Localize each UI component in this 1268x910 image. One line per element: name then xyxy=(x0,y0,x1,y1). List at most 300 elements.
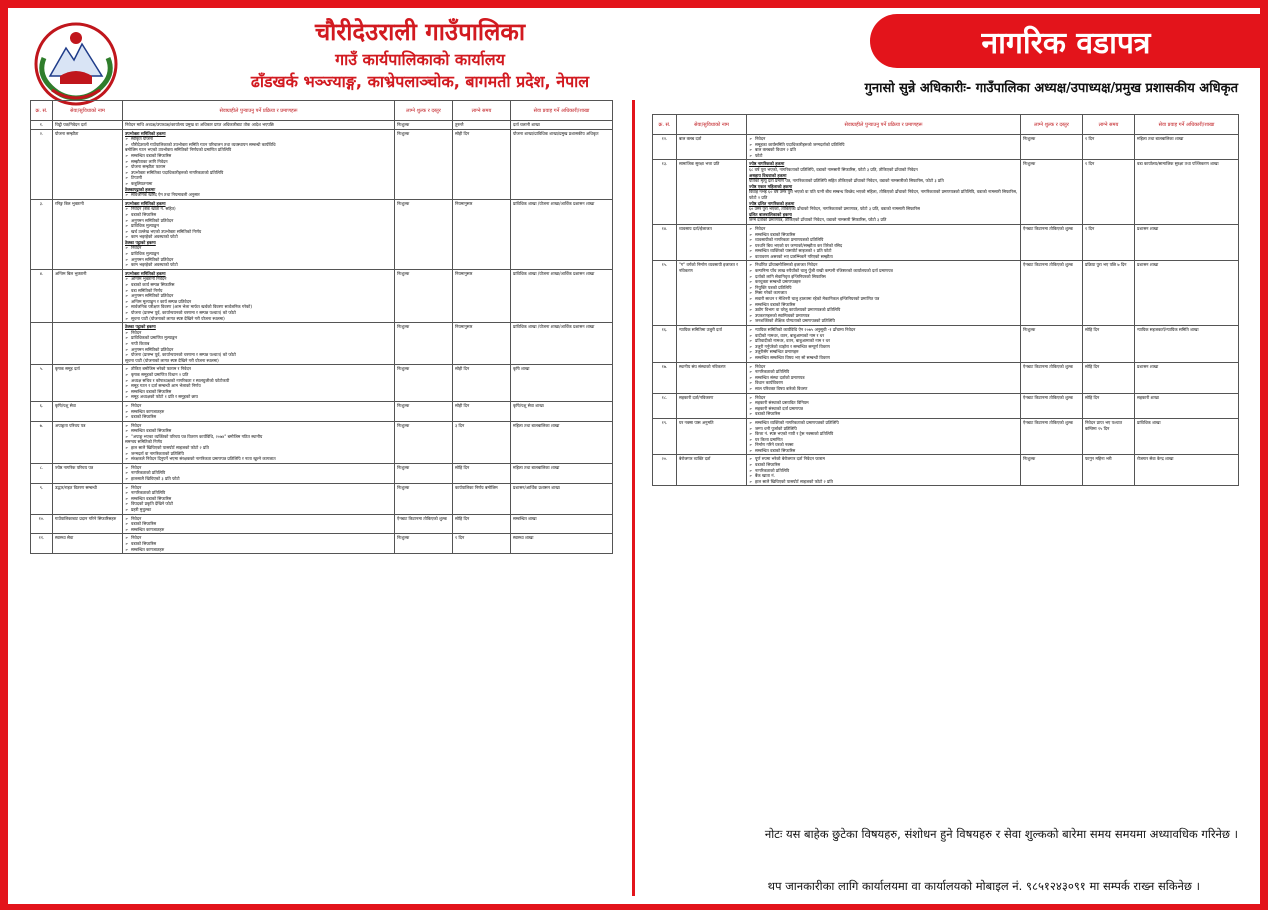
col-header-office: सेवा प्रवाह गर्ने अधिकारी/शाखा xyxy=(511,101,613,121)
process-cell xyxy=(123,365,395,402)
process-step: ➢ निवेदन xyxy=(125,465,392,471)
time-cell: सोहि दिन xyxy=(1083,326,1135,363)
process-step: ➢ फोटो xyxy=(749,153,1018,159)
process-cell xyxy=(747,418,1021,455)
table-row xyxy=(31,534,613,554)
process-step: समन्वय समितिको निर्णय xyxy=(125,439,163,445)
process-step: ➢ निवेदन xyxy=(749,364,1018,370)
fee-cell: निःशुल्क xyxy=(395,421,453,463)
process-step: ➢ जन्मदर्ता वा नागरिकताको प्रतिलिपि xyxy=(125,451,392,457)
time-cell: नियमानुसार xyxy=(453,269,511,322)
process-step: ➢ मिसा गरेको कागजात xyxy=(749,290,1018,296)
process-step: ➢ सम्बन्धित व्यक्तिको पासपोर्ट साइजको २ प्रति फोटो xyxy=(749,248,1018,254)
process-step: ➢ निवेदन xyxy=(125,423,392,429)
frame-top-border xyxy=(0,0,1268,8)
process-step: ➢ प्रतिवादीको नामथर, वतन, बाबुआमाको नाम र थर xyxy=(749,338,1018,344)
process-step: ➢ वडाको सिफारिस xyxy=(749,411,1018,417)
process-step: ➢ वडाको सिफारिस xyxy=(125,212,392,218)
table-row xyxy=(31,121,613,130)
fee-cell: निःशुल्क xyxy=(395,129,453,199)
process-step: ➢ उद्योग विभाग वा घरेलु कार्यालयको प्रमाणपत्रको प्रतिलिपि xyxy=(749,307,1018,313)
process-cell xyxy=(747,160,1021,225)
process-cell xyxy=(123,514,395,534)
fee-cell: निःशुल्क xyxy=(1021,326,1083,363)
time-cell: कार्यपालिका निर्णय बमोजिम xyxy=(453,483,511,514)
process-step: ➢ नियुक्ति पत्रको प्रतिलिपि xyxy=(749,285,1018,291)
process-step: ➢ अध्यक्ष सचिव र कोषाध्यक्षको नागरिकता र स्वलघुजीको फोटोकपी xyxy=(125,378,392,384)
process-subheading: उपभोक्ता समितिको हकमा xyxy=(125,130,166,136)
table-row xyxy=(31,199,613,269)
process-cell xyxy=(123,129,395,199)
time-cell: १ दिन xyxy=(1083,135,1135,160)
time-cell: सोहि दिन xyxy=(453,463,511,483)
service-name: कृषि/पशु सेवा xyxy=(53,401,123,421)
service-name: चिट्ठी पत्र/निवेदन दर्ता xyxy=(53,121,123,130)
process-step: ➢ अनुगमन समितिको प्रतिवेदन xyxy=(125,218,392,224)
process-step: ➢ निवेदन xyxy=(125,403,392,409)
table-row xyxy=(31,401,613,421)
process-step: जन्म दर्ताको प्रमाणपत्र, तोकिएको ढाँचाको निवेदन, वडाको नामसारी सिफारिस, फोटो ३ प्रति xyxy=(749,217,887,223)
process-step: ➢ वातावरण असरको भए प्रारम्भिकनै गरिएको सम्झौता xyxy=(749,254,1018,260)
row-serial xyxy=(31,323,53,365)
service-name: कृषक समूह दर्ता xyxy=(53,365,123,402)
col-header-time: लाग्ने समय xyxy=(1083,115,1135,135)
office-cell: सहकारी शाखा xyxy=(1135,393,1239,418)
process-step: ➢ निवेदन xyxy=(125,330,392,336)
fee-cell: ऐनबाट किटानमा तोकिएको शुल्क xyxy=(1021,224,1083,261)
process-step: ➢ "अपाङ्ग भएका व्यक्तिको परिचय पत्र वितरण कार्यविधि, २०७४" बमोजिम गठित स्थानीय xyxy=(125,434,392,440)
process-step: ➢ कम्पनिमा पाँच लाख रुपैयाँको चालु पुँजी राखी कम्पनी रजिष्टारको कार्यालयको दर्ता प्रमाणपत्र xyxy=(749,268,1018,274)
office-cell: प्राविधिक शाखा /योजना शाखा/आर्थिक प्रशासन शाखा xyxy=(511,323,613,365)
table-row xyxy=(653,135,1239,160)
row-serial: ९. xyxy=(31,483,53,514)
process-cell xyxy=(123,121,395,130)
process-step: ➢ सम्बन्धित वडाको सिफारिस xyxy=(749,232,1018,238)
process-step: ➢ वडाको सिफारिस xyxy=(125,541,392,547)
row-serial: १८. xyxy=(653,393,677,418)
service-name: सहकारी दर्ता/नविकरण xyxy=(677,393,747,418)
process-step: ➢ काम भइरहेको अवस्थाको फोटो xyxy=(125,262,392,268)
time-cell: १ दिन xyxy=(1083,160,1135,225)
table-row xyxy=(31,323,613,365)
process-step: ➢ उपभोक्ता समितिका पदाधिकारीहरुको नागरिकताको प्रतिलिपि xyxy=(125,170,392,176)
time-cell: तुरुन्तै xyxy=(453,121,511,130)
service-name: स्थानीय संघ संस्थाको नविकरण xyxy=(677,362,747,393)
col-header-process: सेवाग्राहीले पुऱ्याउनु पर्ने प्रक्रिया र प्रमाणहरू xyxy=(747,115,1021,135)
row-serial: १. xyxy=(31,121,53,130)
row-serial: ६. xyxy=(31,401,53,421)
table-row xyxy=(653,160,1239,225)
process-step: ➢ कबुलियतनामा xyxy=(125,181,392,187)
process-step: ➢ वादीको नामथर, वतन, बाबुआमाको नाम र थर xyxy=(749,333,1018,339)
process-cell xyxy=(747,135,1021,160)
process-step: ➢ वडा समितिको निर्णय xyxy=(125,288,392,294)
table-header xyxy=(31,101,613,121)
fee-cell: निःशुल्क xyxy=(395,463,453,483)
process-step: ➢ सम्बन्धित वडाको सिफारिस xyxy=(125,389,392,395)
service-name: ज्येष्ठ नागरिक परिचय पत्र xyxy=(53,463,123,483)
service-name: घर नक्सा पास अनुमति xyxy=(677,418,747,455)
process-step: ➢ अनुगमन समितिको प्रतिवेदन xyxy=(125,257,392,263)
process-step: ➢ अन्तिम मूल्याङ्कन र कार्य सम्पन्न प्रतिवेदन xyxy=(125,299,392,305)
process-subheading: ज्येष्ठ नागरिकको हकमा xyxy=(749,161,785,167)
col-header-time: लाग्ने समय xyxy=(453,101,511,121)
office-cell: रोजगार सेवा केन्द्र शाखा xyxy=(1135,455,1239,486)
fee-cell: ऐनबाट किटानमा तोकिएको शुल्क xyxy=(395,514,453,534)
office-cell: स्वास्थ्य शाखा xyxy=(511,534,613,554)
process-cell xyxy=(123,199,395,269)
row-serial: १३. xyxy=(653,160,677,225)
process-step: ➢ सवारी साधन र मेशिनरी चालु हालतमा रहेको मेकानिकल इन्जिनियरको प्रमाणित पत्र xyxy=(749,296,1018,302)
fee-cell: निःशुल्क xyxy=(1021,455,1083,486)
process-step: ➢ वडाको सिफारिस xyxy=(125,414,392,420)
process-step: ➢ नागरिकताको प्रतिलिपि xyxy=(749,369,1018,375)
process-step: ➢ अनुगमन समितिको प्रतिवेदन xyxy=(125,347,392,353)
row-serial: ३. xyxy=(31,199,53,269)
nepal-emblem-logo xyxy=(30,18,122,106)
office-cell: प्राविधिक शाखा /योजना शाखा/आर्थिक प्रशासन शाखा xyxy=(511,199,613,269)
process-step: ➢ वडाको सिफारिस xyxy=(749,462,1018,468)
process-step: ➢ हाल सालै खिचिएको पासपोर्ट साइजको फोटो २ प्रति xyxy=(749,479,1018,485)
service-name: "ग" वर्गको निर्माण व्यवसायी इजाजत र नविकरण xyxy=(677,261,747,326)
process-step: ➢ स्वीकृत योजना xyxy=(125,136,392,142)
process-cell xyxy=(123,323,395,365)
frame-left-border xyxy=(0,0,8,910)
row-serial: ११. xyxy=(31,534,53,554)
process-step: ➢ योजना सम्झौता फाराम xyxy=(125,164,392,170)
process-step: ➢ सम्बन्धित कागजातहरु xyxy=(125,527,392,533)
process-step: ➢ समूह गठन र दर्ता सम्बन्धी आम भेलाको निर्णय xyxy=(125,383,392,389)
office-cell: वडा कार्यालय/सामाजिक सुरक्षा तथा पञ्जिकरण शाखा xyxy=(1135,160,1239,225)
office-cell: प्रशासन शाखा xyxy=(1135,261,1239,326)
services-table-right xyxy=(652,114,1239,486)
office-cell: प्राविधिक शाखा /योजना शाखा/आर्थिक प्रशासन शाखा xyxy=(511,269,613,322)
process-step: ➢ नागरिकताको प्रतिलिपि xyxy=(125,490,392,496)
fee-cell: निःशुल्क xyxy=(395,534,453,554)
fee-cell: ऐनबाट किटानमा तोकिएको शुल्क xyxy=(1021,393,1083,418)
service-name: गाउँपालिकाबाट प्रदान गरिने सिफारिसहरु xyxy=(53,514,123,534)
service-name: व्यवसाय दर्ता/ईजाजत xyxy=(677,224,747,261)
row-serial: ७. xyxy=(31,421,53,463)
process-step: ➢ व्यवसायीको नागरिकता प्रमाणपत्रको प्रतिलिपि xyxy=(749,237,1018,243)
fee-cell: निःशुल्क xyxy=(395,269,453,322)
row-serial: १६. xyxy=(653,326,677,363)
office-cell: न्यायिक सहजकर्ता/न्यायिक समिति शाखा xyxy=(1135,326,1239,363)
process-step: ➢ विधान कार्यविवरण xyxy=(749,380,1018,386)
process-step: ➢ नागरिकताको प्रतिलिपि xyxy=(125,470,392,476)
process-step: ➢ हालसालै खिचिएको ३ प्रति फोटो xyxy=(125,476,392,482)
row-serial: ४. xyxy=(31,269,53,322)
process-step: ➢ सम्बन्धित कागजातहरु xyxy=(125,409,392,415)
process-step: ➢ सहकारी संस्थाको दर्ता प्रमाणपत्र xyxy=(749,406,1018,412)
col-header-service: सेवा/सुविधाको नाम xyxy=(53,101,123,121)
process-step: ➢ अन्तिम भुक्तानी निवेदन xyxy=(125,276,392,282)
col-header-sn: क्र. सं. xyxy=(653,115,677,135)
table-header xyxy=(653,115,1239,135)
office-cell: महिला तथा बालबालिका शाखा xyxy=(511,421,613,463)
time-cell: सोही दिन xyxy=(453,365,511,402)
process-step: ➢ घरधनि बिच भएको घर जग्गाको/सम्झौता कर तिरेको रसिद xyxy=(749,243,1018,249)
office-address: ढाँडखर्क भञ्ज्याङ्ग, काभ्रेपलाञ्चोक, बागमती प्रदेश, नेपाल xyxy=(250,72,590,91)
process-step: निवेदन माथि अध्यक्ष/उपाध्यक्ष/कार्यालय प्रमुख वा अधिकार प्राप्त अधिकारीबाट तोक आदेश भएपछि xyxy=(125,122,274,127)
process-subheading: ठेक्का पट्टाको हकमा xyxy=(125,239,156,245)
process-step: ➢ निर्माण गरिने घरको नक्सा xyxy=(749,442,1018,448)
process-step: ➢ विपदको प्रकृति देखिने फोटो xyxy=(125,501,392,507)
process-subheading: ज्येष्ठ एकल महिलाको हकमा xyxy=(749,183,793,189)
process-step: ➢ योजना (प्रारम्भ पूर्व, कार्यान्वयनको चरणमा र सम्पन्न पश्चात) को फोटो xyxy=(125,352,392,358)
process-step: ➢ उपकरणहरुको स्वामित्वको प्रमाणपत्र xyxy=(749,313,1018,319)
office-subtitle: गाउँ कार्यपालिकाको कार्यालय xyxy=(335,50,505,69)
process-step: ➢ जनशक्तिको शैक्षिक योग्यताको प्रमाणपत्रको प्रतिलिपि xyxy=(749,318,1018,324)
process-step: ➢ सम्बन्धित वडाको सिफारिस xyxy=(749,448,1018,454)
process-step: ➢ सम्बन्धित व्यक्तिको नागरिकताको प्रमाणपत्रको प्रतिलिपि xyxy=(749,420,1018,426)
column-divider xyxy=(632,100,635,896)
process-step: बमोजिम गठन भएको उपभोक्ता समितिको निर्णयको प्रमाणित प्रतिलिपि xyxy=(125,147,232,153)
fee-cell: निःशुल्क xyxy=(395,401,453,421)
process-step: ➢ निवेदन xyxy=(125,516,392,522)
table-row xyxy=(31,483,613,514)
process-step: ➢ संरक्षकले निवेदन दिनुपर्ने भएमा संरक्षकको नागरिकता प्रमाणपत्र प्रतिलिपि र नाता खुल्ने कागजात xyxy=(125,456,392,462)
time-cell: १ दिन xyxy=(1083,224,1135,261)
process-step: ➢ प्रहरी मुचुल्का xyxy=(125,507,392,513)
process-step: ➢ सम्बन्धित कागजातहरु xyxy=(125,547,392,553)
process-cell xyxy=(123,421,395,463)
process-step: ➢ उजुरी गर्नुपरेको व्यहोरा र सम्बन्धित सम्पूर्ण विवरण xyxy=(749,344,1018,350)
col-header-fee: लाग्ने शुल्क र दस्तुर xyxy=(1021,115,1083,135)
process-step: ➢ काम भइरहेको अवस्थाको फोटो xyxy=(125,234,392,240)
frame-right-border xyxy=(1260,0,1268,910)
process-step: ➢ खर्च उल्लेख भएको उपभोक्ता समितिको निर्णय xyxy=(125,229,392,235)
row-serial: १२. xyxy=(653,135,677,160)
process-step: ➢ सम्बन्धित वडाको सिफारिस xyxy=(749,302,1018,308)
time-cell: ३ दिन xyxy=(453,421,511,463)
table-body xyxy=(653,135,1239,486)
process-step: ➢ सम्झौताका लागि निवेदन xyxy=(125,159,392,165)
process-step: ➢ घर कित्ता प्रमाणित xyxy=(749,437,1018,443)
process-step: ➢ निवेदन xyxy=(749,395,1018,401)
office-cell: दर्ता चलानी शाखा xyxy=(511,121,613,130)
row-serial: १४. xyxy=(653,224,677,261)
process-cell xyxy=(747,393,1021,418)
process-step: ➢ निवेदन xyxy=(125,485,392,491)
fee-cell: निःशुल्क xyxy=(1021,135,1083,160)
fee-cell: निःशुल्क xyxy=(395,121,453,130)
process-step: ➢ न्यायिक समितिको कार्यविधि ऐन २०७५ अनुसूची -१ ढाँचामा निवेदन xyxy=(749,327,1018,333)
process-cell xyxy=(123,463,395,483)
process-step: ➢ कृषक समूहको प्रमाणित विधान २ प्रति xyxy=(125,372,392,378)
col-header-process: सेवाग्राहीले पुऱ्याउनु पर्ने प्रक्रिया र प्रमाणहरू xyxy=(123,101,395,121)
process-cell xyxy=(747,261,1021,326)
process-step: ➢ योजना (प्रारम्भ पूर्व, कार्यान्वयनको चरणमा र सम्पन्न पश्चात) को फोटो xyxy=(125,310,392,316)
time-cell: नियमानुसार xyxy=(453,323,511,365)
office-cell: प्राविधिक शाखा xyxy=(1135,418,1239,455)
office-cell: प्रशासन शाखा xyxy=(1135,362,1239,393)
process-cell xyxy=(747,224,1021,261)
process-cell xyxy=(747,362,1021,393)
process-step: ➢ नागरिकताको प्रतिलिपि xyxy=(749,468,1018,474)
process-step: ➢ सम्बन्धित वडाको सिफारिस xyxy=(125,153,392,159)
row-serial: २. xyxy=(31,129,53,199)
process-step: ➢ दर्ताको लागि सेवानिवृत्त इन्जिनियरको सिफारिस xyxy=(749,274,1018,280)
time-cell: सोहि दिन xyxy=(1083,393,1135,418)
process-step: ➢ सहकारी संस्थाको प्रस्तावित विनियम xyxy=(749,400,1018,406)
process-cell xyxy=(123,401,395,421)
office-cell: महिला तथा बालबालिका शाखा xyxy=(1135,135,1239,160)
process-step: ➢ सम्बन्धित वडाको सिफारिस xyxy=(125,496,392,502)
process-step: ➢ कित्ता नं. स्पष्ट भएको नापी र ट्रेस नक्साको प्रतिलिपि xyxy=(749,431,1018,437)
col-header-sn: क्र. सं. xyxy=(31,101,53,121)
table-body xyxy=(31,121,613,554)
process-step: ➢ प्राविधिक मुल्याङ्कन xyxy=(125,223,392,229)
office-cell: सम्बन्धित शाखा xyxy=(511,514,613,534)
table-row xyxy=(653,418,1239,455)
time-cell: सोहि दिन xyxy=(1083,362,1135,393)
process-subheading: ज्येष्ठ दलित नागरिकको हकमा xyxy=(749,200,795,206)
process-cell xyxy=(123,534,395,554)
office-cell: कृषि शाखा xyxy=(511,365,613,402)
process-step: ➢ निवेदन (बैंक खाता नं. सहित) xyxy=(125,206,392,212)
footer-note: नोटः यस बाहेक छुटेका विषयहरु, संशोधन हुने विषयहरु र सेवा शुल्कको बारेमा समय समयमा अध्यावधिक गरिनेछ । xyxy=(764,827,1238,841)
col-header-service: सेवा/सुविधाको नाम xyxy=(677,115,747,135)
service-name: उद्धार/राहत वितरण सम्बन्धी xyxy=(53,483,123,514)
process-step: ➢ वडाको कार्य सम्पन्न सिफारिस xyxy=(125,282,392,288)
process-subheading: दलित बालबालिकाको हकमा xyxy=(749,211,792,217)
time-cell: नियमानुसार xyxy=(453,199,511,269)
service-name: अन्तिम बिल भुक्तानी xyxy=(53,269,123,322)
frame-bottom-border xyxy=(0,904,1268,910)
service-name: बेरोजगार व्यक्ति दर्ता xyxy=(677,455,747,486)
process-step: सूचना पाटी (योजनाको लागत स्पष्ट देखिने गरी योजना स्थलमा) xyxy=(125,357,219,363)
process-step: विवाह नभई ६० वर्ष उमेर पुरा भएको वा पति पत्नी बीच सम्बन्ध विच्छेद भएको महिला, तोकिएको ढाँचाको निवेदन, नागरिकताको प्रमाणपत्रको प्रतिलिपि, वडाको नामसारी सिफारिस, फोटो २ प्रति xyxy=(749,189,1018,200)
row-serial: ५. xyxy=(31,365,53,402)
process-step: ➢ सार्वजनिक खरिद ऐन तथा नियमावली अनुसार xyxy=(125,192,392,198)
fee-cell: निःशुल्क xyxy=(395,199,453,269)
table-row xyxy=(31,269,613,322)
service-name: योजना सम्झौता xyxy=(53,129,123,199)
process-step: ➢ निवेदन xyxy=(749,226,1018,232)
process-step: ➢ बैंक खाता नं. xyxy=(749,473,1018,479)
process-step: ➢ सम्बन्धित सम्बन्धित विषय भए सो सम्बन्धी विवरण xyxy=(749,355,1018,361)
fee-cell: ऐनबाट किटानमा तोकिएको शुल्क xyxy=(1021,362,1083,393)
process-step: ➢ निवेदन xyxy=(125,245,392,251)
process-step: ➢ निवेदन xyxy=(749,136,1018,142)
process-cell xyxy=(123,269,395,322)
row-serial: ८. xyxy=(31,463,53,483)
citizen-charter-banner: नागरिक वडापत्र xyxy=(870,14,1262,68)
table-row xyxy=(31,129,613,199)
process-step: ➢ सम्बन्धित वडाको सिफारिस xyxy=(125,428,392,434)
process-step: ➢ साल परिवक्त विषय बारेको विवरण xyxy=(749,386,1018,392)
time-cell: सोहि दिन xyxy=(453,514,511,534)
process-step: ➢ समूहका कार्यसमिति पदाधिकारीहरुको जन्मदर्ताको प्रतिलिपि xyxy=(749,142,1018,148)
time-cell: १ दिन xyxy=(453,534,511,554)
fee-cell: निःशुल्क xyxy=(1021,160,1083,225)
service-name: सामाजिक सुरक्षा भत्ता प्रति xyxy=(677,160,747,225)
fee-cell: ऐनबाट किटानमा तोकिएको शुल्क xyxy=(1021,418,1083,455)
table-row xyxy=(653,455,1239,486)
process-step: ➢ नापी किताब xyxy=(125,341,392,347)
table-row xyxy=(653,393,1239,418)
fee-cell: निःशुल्क xyxy=(395,483,453,514)
process-step: ➢ टिप्पणी xyxy=(125,175,392,181)
process-cell xyxy=(123,483,395,514)
grievance-officer-line: गुनासो सुन्ने अधिकारीः- गाउँपालिका अध्यक्ष/उपाध्यक्ष/प्रमुख प्रशासकीय अधिकृत xyxy=(864,81,1238,96)
process-step: ➢ पूर्ण रुपमा भरेको बेरोजगार दर्ता निवेदन फाराम xyxy=(749,456,1018,462)
process-step: ➢ वडाको सिफारिस xyxy=(125,521,392,527)
process-step: ➢ उजुरीसँग सम्बन्धित प्रमाणहरु xyxy=(749,349,1018,355)
office-cell: महिला तथा बालबालिका शाखा xyxy=(511,463,613,483)
table-row xyxy=(653,362,1239,393)
col-header-fee: लाग्ने शुल्क र दस्तुर xyxy=(395,101,453,121)
process-step: ➢ हाल सालै खिचिएको पासपोर्ट साइजको फोटो २ प्रति xyxy=(125,445,392,451)
fee-cell: ऐनबाट किटानमा तोकिएको शुल्क xyxy=(1021,261,1083,326)
row-serial: १०. xyxy=(31,514,53,534)
process-step: ➢ निवेदन xyxy=(125,535,392,541)
office-cell: योजना शाखा/प्राविधिक शाखा/प्रमुख प्रशासकीय अधिकृत xyxy=(511,129,613,199)
process-step: ➢ चौरीदेउराली गाउँपालिकाको उपभोक्ता समिति गठन परिचालन तथा व्यवस्थापन सम्बन्धी कार्यविधि xyxy=(125,142,392,148)
row-serial: १७. xyxy=(653,362,677,393)
process-step: ➢ अनुगमन समितिको प्रतिवेदन xyxy=(125,293,392,299)
process-step: ➢ करचुक्ता सम्बन्धी प्रमाणपत्रहरु xyxy=(749,279,1018,285)
process-step: ➢ तोकिए बमोजिम भरेको फाराम र निवेदन xyxy=(125,366,392,372)
process-step: ➢ सम्बन्धित संस्था दर्ताको प्रमाणपत्र xyxy=(749,375,1018,381)
process-subheading: उपभोक्ता समितिको हकमा xyxy=(125,270,166,276)
service-name: न्यायिक समितिमा उजुरी दर्ता xyxy=(677,326,747,363)
process-step: ➢ प्राविधिकको प्रमाणित मुल्याङ्कन xyxy=(125,335,392,341)
fee-cell: निःशुल्क xyxy=(395,323,453,365)
process-cell xyxy=(747,455,1021,486)
table-row xyxy=(31,463,613,483)
time-cell: प्रक्रिया पुरा भए पछि ७ दिन xyxy=(1083,261,1135,326)
process-step: ➢ जग्गा धनी पुर्जाको प्रतिलिपि xyxy=(749,426,1018,432)
table-row xyxy=(653,261,1239,326)
process-subheading: असहाय विधवाको हकमा xyxy=(749,172,787,178)
municipality-title: चौरीदेउराली गाउँपालिका xyxy=(314,18,526,46)
office-cell: प्रशासन/आर्थिक प्रशासन शाखा xyxy=(511,483,613,514)
service-name xyxy=(53,323,123,365)
row-serial: १५. xyxy=(653,261,677,326)
service-name: स्वास्थ्य सेवा xyxy=(53,534,123,554)
fee-cell: निःशुल्क xyxy=(395,365,453,402)
table-row xyxy=(653,224,1239,261)
process-step: ➢ प्राविधिक मुल्याङ्कन xyxy=(125,251,392,257)
time-cell: सोही दिन xyxy=(453,401,511,421)
time-cell: सोही दिन xyxy=(453,129,511,199)
process-step: ६० उमेर पुरा भएको, तोकिएको ढाँचाको निवेदन, नागरिकताको प्रमाणपत्र, फोटो ३ प्रति, वडाको नामसारी सिफारिस xyxy=(749,206,920,212)
row-serial: २०. xyxy=(653,455,677,486)
process-subheading: उपभोक्ता समितिको हकमा xyxy=(125,200,166,206)
process-step: ➢ सार्वजनिक परीक्षण विवरण (आम भेला मार्फत खर्चको विवरण सार्वजनिक गरेको) xyxy=(125,304,392,310)
table-row xyxy=(653,326,1239,363)
col-header-office: सेवा प्रवाह गर्ने अधिकारी/शाखा xyxy=(1135,115,1239,135)
time-cell: फागुन महिना भरी xyxy=(1083,455,1135,486)
office-cell: प्रशासन शाखा xyxy=(1135,224,1239,261)
row-serial: १९. xyxy=(653,418,677,455)
service-name: बाल क्लब दर्ता xyxy=(677,135,747,160)
process-step: ➢ बाल क्लबको विधान २ प्रति xyxy=(749,147,1018,153)
service-name: रनिङ्ग बिल भुक्तानी xyxy=(53,199,123,269)
process-cell xyxy=(747,326,1021,363)
services-table-left xyxy=(30,100,613,554)
office-cell: कृषि/पशु सेवा शाखा xyxy=(511,401,613,421)
time-cell: निवेदन प्राप्त भए पश्चात कम्तिमा १५ दिन xyxy=(1083,418,1135,455)
table-row xyxy=(31,514,613,534)
footer-contact: थप जानकारीका लागि कार्यालयमा वा कार्यालयको मोबाइल नं. ९८५१२४३०९१ मा सम्पर्क राख्न सकिनेछ । xyxy=(767,879,1200,893)
service-name: अपाङ्गता परिचय पत्र xyxy=(53,421,123,463)
table-row xyxy=(31,421,613,463)
process-subheading: ठेक्कापट्टाको हकमाः xyxy=(125,186,156,192)
process-subheading: ठेक्का पट्टाको हकमा xyxy=(125,324,156,330)
